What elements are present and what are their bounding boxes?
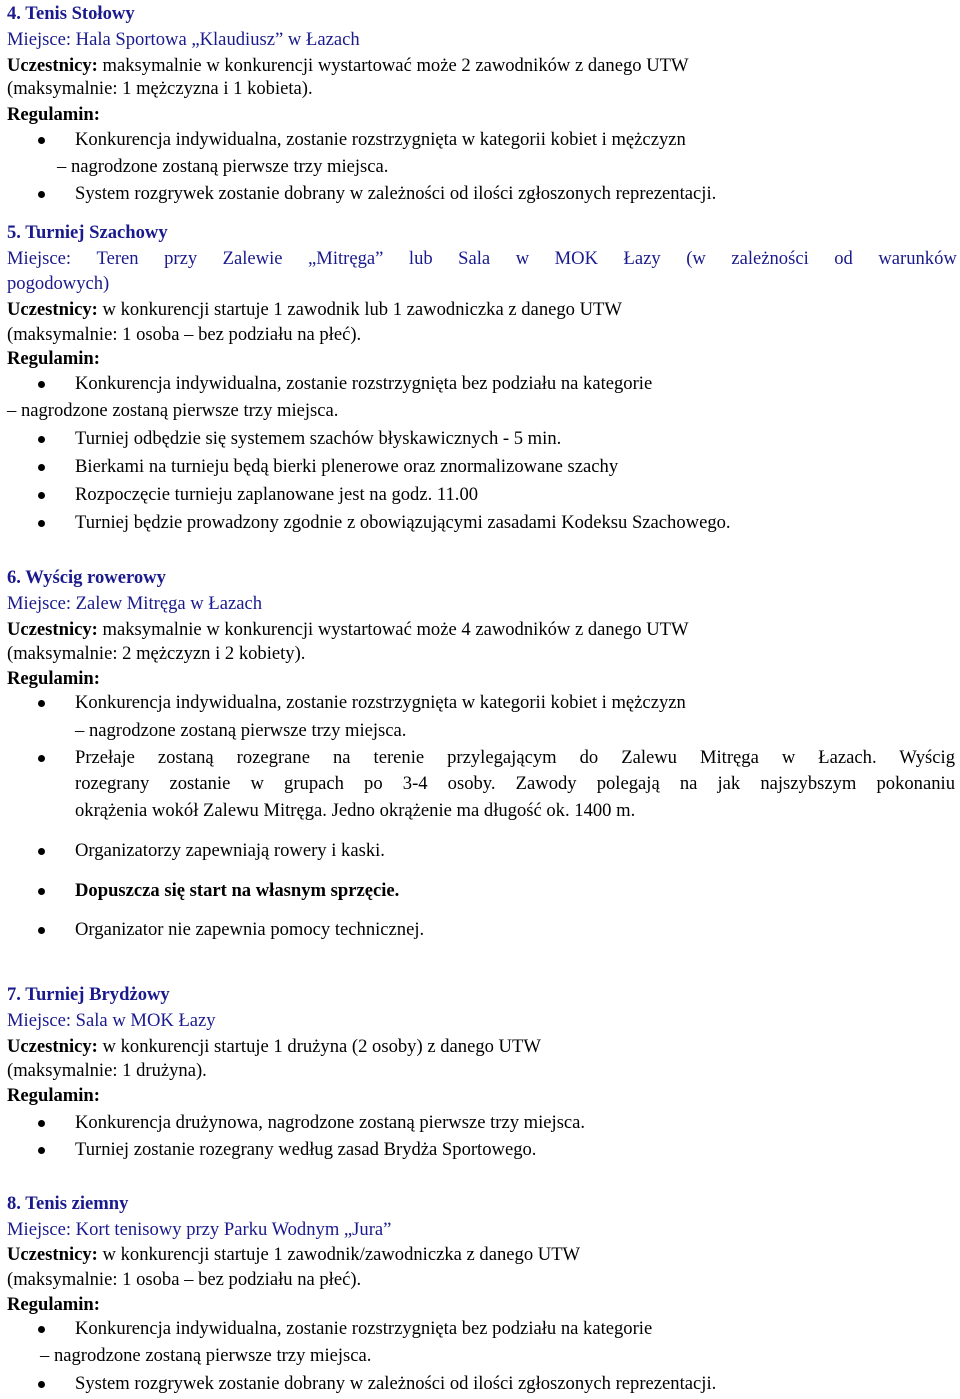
section-place-continuation: pogodowych) (7, 273, 110, 294)
participants-label: Uczestnicy: (7, 299, 98, 320)
rule-item: Bierkami na turnieju będą bierki plenerowe oraz znormalizowane szachy (75, 456, 619, 477)
rule-item: Turniej zostanie rozegrany według zasad Brydża Sportowego. (75, 1139, 537, 1160)
participants-limit: (maksymalnie: 1 drużyna). (7, 1060, 207, 1081)
participants-label: Uczestnicy: (7, 619, 98, 640)
section-heading: 4. Tenis Stołowy (7, 3, 135, 24)
section-heading: 8. Tenis ziemny (7, 1193, 129, 1214)
participants-text: w konkurencji startuje 1 zawodnik lub 1 zawodniczka z danego UTW (97, 299, 622, 320)
rule-item: Konkurencja indywidualna, zostanie rozstrzygnięta w kategorii kobiet i mężczyzn (75, 692, 686, 713)
rule-item: Konkurencja drużynowa, nagrodzone zostaną pierwsze trzy miejsca. (75, 1112, 586, 1133)
participants-text: w konkurencji startuje 1 zawodnik/zawodniczka z danego UTW (97, 1244, 581, 1265)
section-place (7, 248, 957, 270)
bullet-icon (38, 520, 45, 527)
place-word: Miejsce: (7, 248, 72, 269)
section-heading: 6. Wyścig rowerowy (7, 567, 166, 588)
rule-item: Konkurencja indywidualna, zostanie rozstrzygnięta w kategorii kobiet i mężczyzn (75, 129, 686, 150)
section-heading: 7. Turniej Brydżowy (7, 984, 170, 1005)
participants-label: Uczestnicy: (7, 1036, 98, 1057)
rule-item: Organizator nie zapewnia pomocy technicznej. (75, 919, 425, 940)
bullet-icon (38, 755, 45, 762)
section-participants (7, 55, 689, 77)
rule-item: Turniej będzie prowadzony zgodnie z obowiązującymi zasadami Kodeksu Szachowego. (75, 512, 731, 533)
section-place: Miejsce: Hala Sportowa „Klaudiusz” w Łazach (7, 29, 360, 50)
bullet-icon (38, 700, 45, 707)
rules-label: Regulamin: (7, 348, 100, 369)
section-participants (7, 1036, 541, 1058)
place-word: zależności (731, 248, 809, 269)
rule-continuation: – nagrodzone zostaną pierwsze trzy miejsca. (57, 156, 389, 177)
section-participants (7, 299, 622, 321)
rule-item: Konkurencja indywidualna, zostanie rozstrzygnięta bez podziału na kategorie (75, 373, 653, 394)
rule-continuation: okrążenia wokół Zalewu Mitręga. Jedno okrążenie ma długość ok. 1400 m. (75, 800, 636, 821)
bullet-icon (38, 464, 45, 471)
participants-limit: (maksymalnie: 2 mężczyzn i 2 kobiety). (7, 643, 306, 664)
bullet-icon (38, 492, 45, 499)
participants-label: Uczestnicy: (7, 1244, 98, 1265)
bullet-icon (38, 137, 45, 144)
participants-text: w konkurencji startuje 1 drużyna (2 osoby) z danego UTW (97, 1036, 541, 1057)
rule-item: Konkurencja indywidualna, zostanie rozstrzygnięta bez podziału na kategorie (75, 1318, 653, 1339)
place-word: MOK (554, 248, 599, 269)
rule-item: System rozgrywek zostanie dobrany w zależności od ilości zgłoszonych reprezentacji. (75, 183, 717, 204)
participants-label: Uczestnicy: (7, 55, 98, 76)
bullet-icon (38, 1381, 45, 1388)
rules-label: Regulamin: (7, 104, 100, 125)
participants-limit: (maksymalnie: 1 osoba – bez podziału na płeć). (7, 324, 362, 345)
place-word: Łazy (623, 248, 661, 269)
place-word: Zalewie (222, 248, 283, 269)
bullet-icon (38, 1326, 45, 1333)
participants-limit: (maksymalnie: 1 mężczyzna i 1 kobieta). (7, 78, 313, 99)
section-participants (7, 1244, 580, 1266)
rule-item: Rozpoczęcie turnieju zaplanowane jest na godz. 11.00 (75, 484, 479, 505)
rule-item: System rozgrywek zostanie dobrany w zależności od ilości zgłoszonych reprezentacji. (75, 1373, 717, 1394)
place-word: od (834, 248, 853, 269)
place-word: przy (164, 248, 198, 269)
rule-item: Organizatorzy zapewniają rowery i kaski. (75, 840, 385, 861)
participants-limit: (maksymalnie: 1 osoba – bez podziału na płeć). (7, 1269, 362, 1290)
section-place: Miejsce: Zalew Mitręga w Łazach (7, 593, 263, 614)
bullet-icon (38, 191, 45, 198)
rules-label: Regulamin: (7, 1085, 100, 1106)
rule-continuation: – nagrodzone zostaną pierwsze trzy miejsca. (40, 1345, 372, 1366)
bullet-icon (38, 1120, 45, 1127)
rule-continuation: – nagrodzone zostaną pierwsze trzy miejsca. (75, 720, 407, 741)
participants-text: maksymalnie w konkurencji wystartować może 2 zawodników z danego UTW (97, 55, 689, 76)
place-word: Sala (458, 248, 491, 269)
bullet-icon (38, 1147, 45, 1154)
place-word: warunków (878, 248, 957, 269)
rule-item: Przełaje zostaną rozegrane na terenie przylegającym do Zalewu Mitręga w Łazach. Wyścig (75, 747, 955, 768)
rule-continuation: rozegrany zostanie w grupach po 3-4 osoby. Zawody polegają na jak najszybszym pokonaniu (75, 773, 955, 794)
section-place: Miejsce: Sala w MOK Łazy (7, 1010, 216, 1031)
place-word: w (515, 248, 530, 269)
rule-continuation: – nagrodzone zostaną pierwsze trzy miejsca. (7, 400, 339, 421)
rule-item: Turniej odbędzie się systemem szachów błyskawicznych - 5 min. (75, 428, 562, 449)
bullet-icon (38, 888, 45, 895)
section-participants (7, 619, 689, 641)
place-word: Teren (96, 248, 139, 269)
place-word: lub (408, 248, 433, 269)
place-word: „Mitręga” (308, 248, 384, 269)
participants-text: maksymalnie w konkurencji wystartować może 4 zawodników z danego UTW (97, 619, 689, 640)
bullet-icon (38, 927, 45, 934)
bullet-icon (38, 436, 45, 443)
section-place: Miejsce: Kort tenisowy przy Parku Wodnym „Jura” (7, 1219, 392, 1240)
rule-item: Dopuszcza się start na własnym sprzęcie. (75, 880, 400, 901)
rules-label: Regulamin: (7, 668, 100, 689)
bullet-icon (38, 848, 45, 855)
rules-label: Regulamin: (7, 1294, 100, 1315)
bullet-icon (38, 381, 45, 388)
section-heading: 5. Turniej Szachowy (7, 222, 168, 243)
place-word: (w (686, 248, 706, 269)
